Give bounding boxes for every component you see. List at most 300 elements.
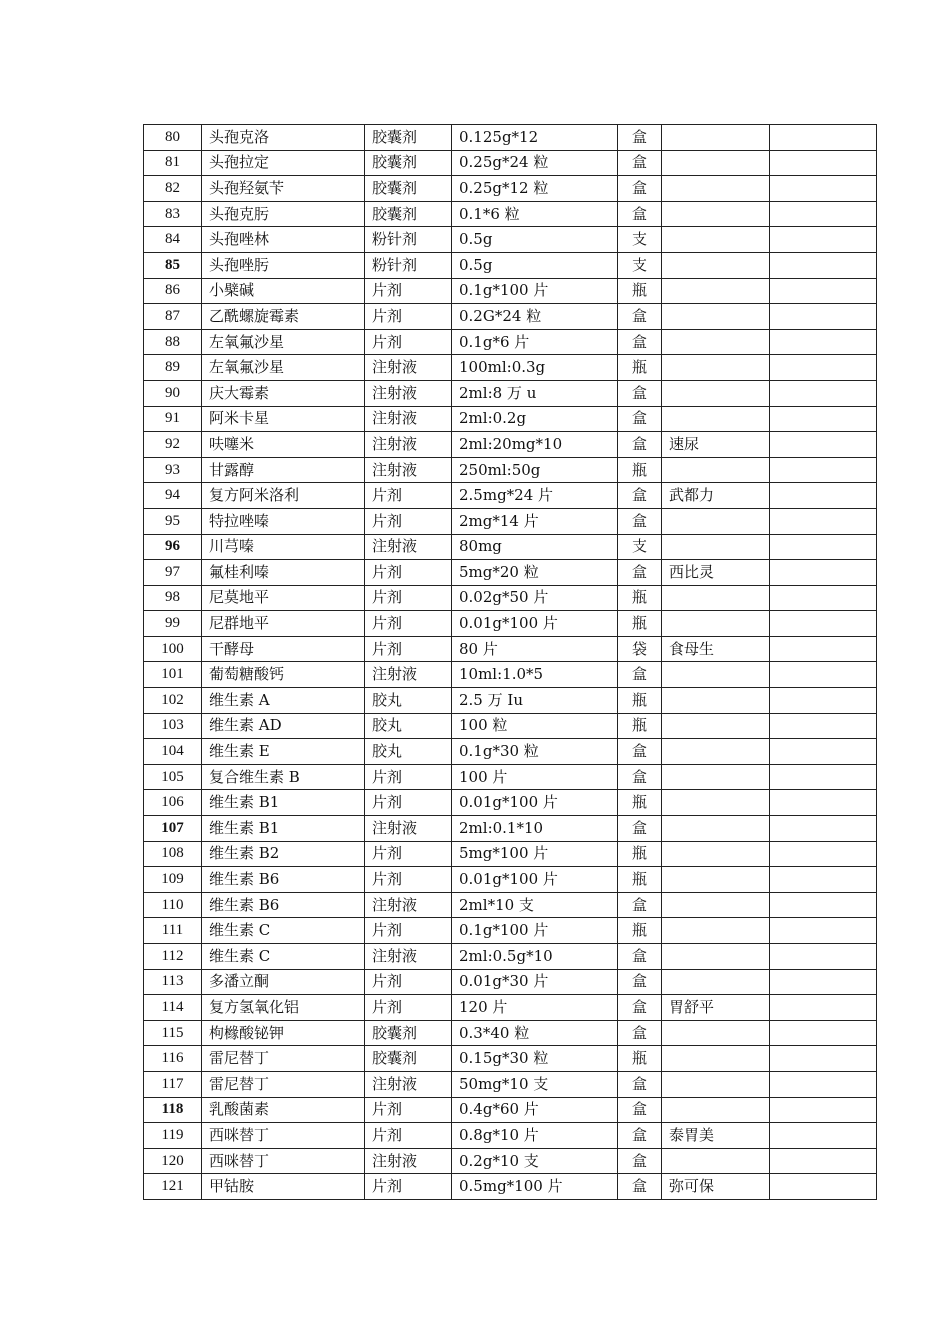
- dosage-form-cell: 片剂: [365, 611, 452, 637]
- note-cell: [770, 534, 877, 560]
- dosage-form-cell: 注射液: [365, 944, 452, 970]
- row-number-cell: 113: [144, 969, 202, 995]
- table-row: [144, 739, 877, 765]
- dosage-form-cell: 注射液: [365, 1071, 452, 1097]
- drug-name-cell: 多潘立酮: [202, 969, 365, 995]
- row-number-cell: 90: [144, 380, 202, 406]
- dosage-form-cell: 片剂: [365, 867, 452, 893]
- dosage-form-cell: 胶囊剂: [365, 176, 452, 202]
- drug-name-cell: 庆大霉素: [202, 380, 365, 406]
- dosage-form-cell: 片剂: [365, 636, 452, 662]
- note-cell: [770, 1123, 877, 1149]
- specification-cell: 100 片: [452, 764, 618, 790]
- alias-cell: [662, 150, 770, 176]
- row-number-cell: 94: [144, 483, 202, 509]
- note-cell: [770, 329, 877, 355]
- dosage-form-cell: 注射液: [365, 355, 452, 381]
- note-cell: [770, 483, 877, 509]
- specification-cell: 0.25g*24 粒: [452, 150, 618, 176]
- table-row: [144, 201, 877, 227]
- drug-name-cell: 复合维生素 B: [202, 764, 365, 790]
- specification-cell: 0.125g*12: [452, 125, 618, 151]
- unit-cell: 瓶: [618, 790, 662, 816]
- alias-cell: [662, 918, 770, 944]
- row-number-cell: 82: [144, 176, 202, 202]
- alias-cell: [662, 611, 770, 637]
- drug-name-cell: 复方氢氧化铝: [202, 995, 365, 1021]
- unit-cell: 袋: [618, 636, 662, 662]
- drug-name-cell: 枸橼酸铋钾: [202, 1020, 365, 1046]
- specification-cell: 0.1g*100 片: [452, 918, 618, 944]
- specification-cell: 0.3*40 粒: [452, 1020, 618, 1046]
- specification-cell: 0.2G*24 粒: [452, 304, 618, 330]
- specification-cell: 0.5g: [452, 252, 618, 278]
- table-row: [144, 125, 877, 151]
- drug-name-cell: 左氧氟沙星: [202, 329, 365, 355]
- drug-name-cell: 头孢克洛: [202, 125, 365, 151]
- specification-cell: 2mg*14 片: [452, 508, 618, 534]
- table-row: [144, 278, 877, 304]
- drug-name-cell: 维生素 B6: [202, 892, 365, 918]
- note-cell: [770, 150, 877, 176]
- dosage-form-cell: 胶囊剂: [365, 201, 452, 227]
- note-cell: [770, 125, 877, 151]
- dosage-form-cell: 片剂: [365, 1123, 452, 1149]
- row-number-cell: 95: [144, 508, 202, 534]
- row-number-cell: 88: [144, 329, 202, 355]
- table-row: [144, 585, 877, 611]
- dosage-form-cell: 粉针剂: [365, 227, 452, 253]
- row-number-cell: 115: [144, 1020, 202, 1046]
- table-row: [144, 1174, 877, 1200]
- row-number-cell: 103: [144, 713, 202, 739]
- drug-name-cell: 维生素 A: [202, 688, 365, 714]
- note-cell: [770, 1148, 877, 1174]
- table-row: [144, 483, 877, 509]
- specification-cell: 50mg*10 支: [452, 1071, 618, 1097]
- table-row: [144, 227, 877, 253]
- alias-cell: [662, 662, 770, 688]
- specification-cell: 0.8g*10 片: [452, 1123, 618, 1149]
- table-row: [144, 380, 877, 406]
- drug-name-cell: 西咪替丁: [202, 1148, 365, 1174]
- drug-name-cell: 维生素 E: [202, 739, 365, 765]
- note-cell: [770, 380, 877, 406]
- row-number-cell: 89: [144, 355, 202, 381]
- dosage-form-cell: 注射液: [365, 662, 452, 688]
- dosage-form-cell: 粉针剂: [365, 252, 452, 278]
- note-cell: [770, 432, 877, 458]
- unit-cell: 盒: [618, 739, 662, 765]
- unit-cell: 盒: [618, 892, 662, 918]
- specification-cell: 80 片: [452, 636, 618, 662]
- row-number-cell: 120: [144, 1148, 202, 1174]
- drug-name-cell: 头孢羟氨苄: [202, 176, 365, 202]
- specification-cell: 2.5mg*24 片: [452, 483, 618, 509]
- row-number-cell: 85: [144, 252, 202, 278]
- unit-cell: 瓶: [618, 585, 662, 611]
- specification-cell: 2ml:0.5g*10: [452, 944, 618, 970]
- specification-cell: 0.01g*30 片: [452, 969, 618, 995]
- row-number-cell: 98: [144, 585, 202, 611]
- row-number-cell: 97: [144, 560, 202, 586]
- table-row: [144, 841, 877, 867]
- unit-cell: 盒: [618, 969, 662, 995]
- dosage-form-cell: 片剂: [365, 278, 452, 304]
- specification-cell: 2ml:0.2g: [452, 406, 618, 432]
- dosage-form-cell: 注射液: [365, 380, 452, 406]
- table-row: [144, 252, 877, 278]
- table-row: [144, 790, 877, 816]
- table-row: [144, 688, 877, 714]
- unit-cell: 支: [618, 252, 662, 278]
- specification-cell: 80mg: [452, 534, 618, 560]
- dosage-form-cell: 注射液: [365, 457, 452, 483]
- note-cell: [770, 739, 877, 765]
- specification-cell: 0.2g*10 支: [452, 1148, 618, 1174]
- unit-cell: 盒: [618, 432, 662, 458]
- unit-cell: 盒: [618, 1148, 662, 1174]
- alias-cell: 西比灵: [662, 560, 770, 586]
- note-cell: [770, 969, 877, 995]
- row-number-cell: 110: [144, 892, 202, 918]
- note-cell: [770, 1046, 877, 1072]
- note-cell: [770, 944, 877, 970]
- alias-cell: [662, 355, 770, 381]
- drug-name-cell: 复方阿米洛利: [202, 483, 365, 509]
- drug-name-cell: 尼莫地平: [202, 585, 365, 611]
- alias-cell: [662, 252, 770, 278]
- specification-cell: 0.1g*100 片: [452, 278, 618, 304]
- row-number-cell: 109: [144, 867, 202, 893]
- alias-cell: [662, 688, 770, 714]
- row-number-cell: 96: [144, 534, 202, 560]
- note-cell: [770, 611, 877, 637]
- alias-cell: 泰胃美: [662, 1123, 770, 1149]
- alias-cell: [662, 713, 770, 739]
- drug-table-body: [144, 125, 877, 1200]
- dosage-form-cell: 胶囊剂: [365, 1046, 452, 1072]
- row-number-cell: 101: [144, 662, 202, 688]
- unit-cell: 盒: [618, 1097, 662, 1123]
- alias-cell: [662, 457, 770, 483]
- unit-cell: 支: [618, 227, 662, 253]
- table-row: [144, 1148, 877, 1174]
- specification-cell: 0.15g*30 粒: [452, 1046, 618, 1072]
- note-cell: [770, 764, 877, 790]
- table-row: [144, 713, 877, 739]
- specification-cell: 0.01g*100 片: [452, 790, 618, 816]
- alias-cell: 胃舒平: [662, 995, 770, 1021]
- specification-cell: 2ml:20mg*10: [452, 432, 618, 458]
- row-number-cell: 106: [144, 790, 202, 816]
- alias-cell: 食母生: [662, 636, 770, 662]
- specification-cell: 0.01g*100 片: [452, 867, 618, 893]
- drug-name-cell: 呋噻米: [202, 432, 365, 458]
- alias-cell: [662, 329, 770, 355]
- note-cell: [770, 585, 877, 611]
- row-number-cell: 80: [144, 125, 202, 151]
- note-cell: [770, 201, 877, 227]
- specification-cell: 250ml:50g: [452, 457, 618, 483]
- unit-cell: 盒: [618, 662, 662, 688]
- drug-name-cell: 头孢唑林: [202, 227, 365, 253]
- unit-cell: 支: [618, 534, 662, 560]
- table-row: [144, 1046, 877, 1072]
- specification-cell: 0.1*6 粒: [452, 201, 618, 227]
- note-cell: [770, 227, 877, 253]
- note-cell: [770, 1097, 877, 1123]
- table-row: [144, 560, 877, 586]
- table-row: [144, 918, 877, 944]
- unit-cell: 瓶: [618, 611, 662, 637]
- alias-cell: 弥可保: [662, 1174, 770, 1200]
- note-cell: [770, 688, 877, 714]
- alias-cell: [662, 841, 770, 867]
- dosage-form-cell: 片剂: [365, 969, 452, 995]
- alias-cell: [662, 867, 770, 893]
- dosage-form-cell: 片剂: [365, 764, 452, 790]
- note-cell: [770, 713, 877, 739]
- drug-name-cell: 特拉唑嗪: [202, 508, 365, 534]
- unit-cell: 盒: [618, 816, 662, 842]
- drug-name-cell: 维生素 B1: [202, 816, 365, 842]
- row-number-cell: 102: [144, 688, 202, 714]
- alias-cell: [662, 201, 770, 227]
- row-number-cell: 118: [144, 1097, 202, 1123]
- unit-cell: 盒: [618, 1071, 662, 1097]
- alias-cell: [662, 1071, 770, 1097]
- dosage-form-cell: 片剂: [365, 841, 452, 867]
- alias-cell: 武都力: [662, 483, 770, 509]
- dosage-form-cell: 注射液: [365, 892, 452, 918]
- drug-list-table: [143, 124, 877, 1200]
- unit-cell: 瓶: [618, 278, 662, 304]
- row-number-cell: 86: [144, 278, 202, 304]
- note-cell: [770, 662, 877, 688]
- alias-cell: [662, 534, 770, 560]
- alias-cell: [662, 227, 770, 253]
- alias-cell: [662, 585, 770, 611]
- note-cell: [770, 252, 877, 278]
- note-cell: [770, 995, 877, 1021]
- note-cell: [770, 1174, 877, 1200]
- dosage-form-cell: 注射液: [365, 1148, 452, 1174]
- table-row: [144, 329, 877, 355]
- specification-cell: 0.25g*12 粒: [452, 176, 618, 202]
- unit-cell: 瓶: [618, 355, 662, 381]
- unit-cell: 瓶: [618, 918, 662, 944]
- row-number-cell: 105: [144, 764, 202, 790]
- alias-cell: 速尿: [662, 432, 770, 458]
- table-row: [144, 867, 877, 893]
- alias-cell: [662, 176, 770, 202]
- specification-cell: 0.1g*30 粒: [452, 739, 618, 765]
- table-row: [144, 662, 877, 688]
- note-cell: [770, 841, 877, 867]
- dosage-form-cell: 片剂: [365, 1174, 452, 1200]
- unit-cell: 瓶: [618, 688, 662, 714]
- drug-name-cell: 头孢拉定: [202, 150, 365, 176]
- unit-cell: 盒: [618, 560, 662, 586]
- unit-cell: 盒: [618, 329, 662, 355]
- dosage-form-cell: 片剂: [365, 483, 452, 509]
- alias-cell: [662, 1097, 770, 1123]
- row-number-cell: 87: [144, 304, 202, 330]
- drug-name-cell: 维生素 AD: [202, 713, 365, 739]
- specification-cell: 100ml:0.3g: [452, 355, 618, 381]
- dosage-form-cell: 注射液: [365, 432, 452, 458]
- drug-name-cell: 维生素 B2: [202, 841, 365, 867]
- dosage-form-cell: 胶丸: [365, 688, 452, 714]
- drug-name-cell: 葡萄糖酸钙: [202, 662, 365, 688]
- table-row: [144, 1097, 877, 1123]
- note-cell: [770, 790, 877, 816]
- unit-cell: 盒: [618, 483, 662, 509]
- row-number-cell: 108: [144, 841, 202, 867]
- specification-cell: 100 粒: [452, 713, 618, 739]
- unit-cell: 盒: [618, 201, 662, 227]
- unit-cell: 盒: [618, 176, 662, 202]
- table-row: [144, 406, 877, 432]
- specification-cell: 0.01g*100 片: [452, 611, 618, 637]
- alias-cell: [662, 969, 770, 995]
- dosage-form-cell: 片剂: [365, 790, 452, 816]
- alias-cell: [662, 380, 770, 406]
- drug-name-cell: 小檗碱: [202, 278, 365, 304]
- unit-cell: 盒: [618, 1123, 662, 1149]
- unit-cell: 盒: [618, 150, 662, 176]
- specification-cell: 120 片: [452, 995, 618, 1021]
- dosage-form-cell: 片剂: [365, 329, 452, 355]
- dosage-form-cell: 胶囊剂: [365, 150, 452, 176]
- alias-cell: [662, 278, 770, 304]
- drug-name-cell: 干酵母: [202, 636, 365, 662]
- drug-name-cell: 头孢克肟: [202, 201, 365, 227]
- unit-cell: 盒: [618, 304, 662, 330]
- unit-cell: 瓶: [618, 457, 662, 483]
- drug-name-cell: 尼群地平: [202, 611, 365, 637]
- alias-cell: [662, 944, 770, 970]
- note-cell: [770, 278, 877, 304]
- table-row: [144, 150, 877, 176]
- drug-name-cell: 维生素 C: [202, 918, 365, 944]
- row-number-cell: 121: [144, 1174, 202, 1200]
- drug-name-cell: 甘露醇: [202, 457, 365, 483]
- alias-cell: [662, 816, 770, 842]
- unit-cell: 盒: [618, 380, 662, 406]
- unit-cell: 盒: [618, 1174, 662, 1200]
- specification-cell: 5mg*100 片: [452, 841, 618, 867]
- unit-cell: 盒: [618, 995, 662, 1021]
- specification-cell: 2.5 万 Iu: [452, 688, 618, 714]
- row-number-cell: 117: [144, 1071, 202, 1097]
- dosage-form-cell: 片剂: [365, 1097, 452, 1123]
- row-number-cell: 99: [144, 611, 202, 637]
- table-row: [144, 534, 877, 560]
- note-cell: [770, 1071, 877, 1097]
- drug-name-cell: 左氧氟沙星: [202, 355, 365, 381]
- row-number-cell: 83: [144, 201, 202, 227]
- dosage-form-cell: 片剂: [365, 995, 452, 1021]
- row-number-cell: 107: [144, 816, 202, 842]
- table-row: [144, 944, 877, 970]
- drug-name-cell: 雷尼替丁: [202, 1046, 365, 1072]
- alias-cell: [662, 1020, 770, 1046]
- dosage-form-cell: 胶丸: [365, 713, 452, 739]
- drug-name-cell: 西咪替丁: [202, 1123, 365, 1149]
- row-number-cell: 119: [144, 1123, 202, 1149]
- table-row: [144, 304, 877, 330]
- drug-name-cell: 雷尼替丁: [202, 1071, 365, 1097]
- drug-name-cell: 乳酸菌素: [202, 1097, 365, 1123]
- drug-name-cell: 头孢唑肟: [202, 252, 365, 278]
- alias-cell: [662, 1046, 770, 1072]
- dosage-form-cell: 注射液: [365, 406, 452, 432]
- drug-name-cell: 乙酰螺旋霉素: [202, 304, 365, 330]
- specification-cell: 0.02g*50 片: [452, 585, 618, 611]
- alias-cell: [662, 304, 770, 330]
- dosage-form-cell: 片剂: [365, 918, 452, 944]
- alias-cell: [662, 1148, 770, 1174]
- table-row: [144, 969, 877, 995]
- row-number-cell: 92: [144, 432, 202, 458]
- dosage-form-cell: 胶囊剂: [365, 1020, 452, 1046]
- table-row: [144, 816, 877, 842]
- row-number-cell: 91: [144, 406, 202, 432]
- note-cell: [770, 867, 877, 893]
- drug-name-cell: 维生素 B6: [202, 867, 365, 893]
- drug-name-cell: 川芎嗪: [202, 534, 365, 560]
- unit-cell: 盒: [618, 944, 662, 970]
- table-row: [144, 764, 877, 790]
- unit-cell: 盒: [618, 125, 662, 151]
- dosage-form-cell: 片剂: [365, 560, 452, 586]
- row-number-cell: 93: [144, 457, 202, 483]
- table-row: [144, 432, 877, 458]
- table-row: [144, 995, 877, 1021]
- row-number-cell: 112: [144, 944, 202, 970]
- note-cell: [770, 816, 877, 842]
- drug-name-cell: 维生素 C: [202, 944, 365, 970]
- table-row: [144, 1123, 877, 1149]
- note-cell: [770, 176, 877, 202]
- row-number-cell: 100: [144, 636, 202, 662]
- note-cell: [770, 304, 877, 330]
- dosage-form-cell: 片剂: [365, 585, 452, 611]
- specification-cell: 0.4g*60 片: [452, 1097, 618, 1123]
- note-cell: [770, 918, 877, 944]
- specification-cell: 2ml:8 万 u: [452, 380, 618, 406]
- alias-cell: [662, 790, 770, 816]
- row-number-cell: 114: [144, 995, 202, 1021]
- dosage-form-cell: 片剂: [365, 508, 452, 534]
- table-row: [144, 457, 877, 483]
- row-number-cell: 104: [144, 739, 202, 765]
- row-number-cell: 111: [144, 918, 202, 944]
- specification-cell: 0.1g*6 片: [452, 329, 618, 355]
- alias-cell: [662, 406, 770, 432]
- note-cell: [770, 560, 877, 586]
- alias-cell: [662, 125, 770, 151]
- alias-cell: [662, 508, 770, 534]
- dosage-form-cell: 注射液: [365, 534, 452, 560]
- note-cell: [770, 406, 877, 432]
- specification-cell: 0.5g: [452, 227, 618, 253]
- specification-cell: 10ml:1.0*5: [452, 662, 618, 688]
- specification-cell: 2ml:0.1*10: [452, 816, 618, 842]
- note-cell: [770, 636, 877, 662]
